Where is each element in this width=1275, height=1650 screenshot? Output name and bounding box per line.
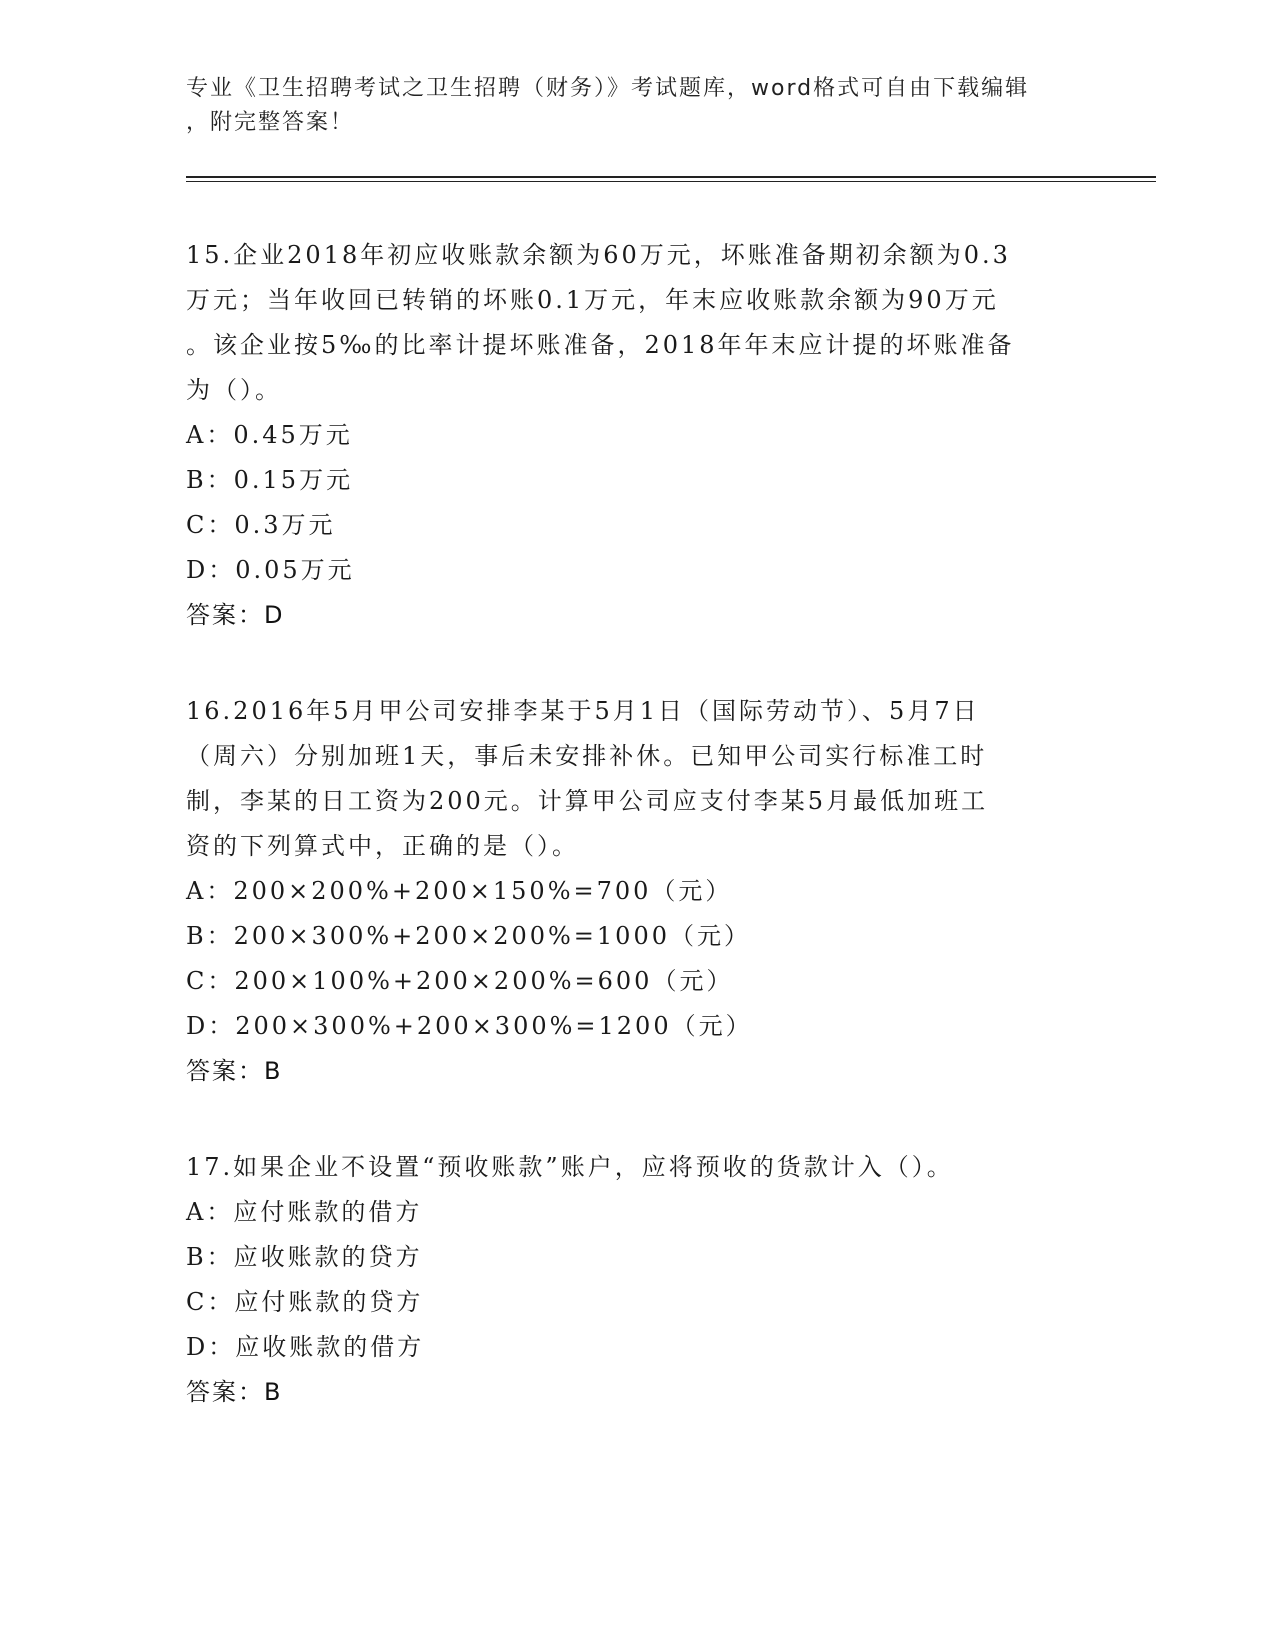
stem-line: 资的下列算式中，正确的是（）。 [186, 832, 579, 860]
question-16 [186, 689, 1086, 1094]
question-stem [186, 233, 1086, 413]
stem-line: 15.企业2018年初应收账款余额为60万元，坏账准备期初余额为0.3 [186, 241, 1011, 269]
intro-line-1: 专业《卫生招聘考试之卫生招聘（财务）》考试题库，word格式可自由下载编辑 [186, 76, 1030, 101]
answer-label: 答案：B [186, 1057, 283, 1085]
option-a: A：200×200%+200×150%=700（元） [186, 877, 733, 905]
option-c: C：200×100%+200×200%=600（元） [186, 967, 734, 995]
option-a: A：应付账款的借方 [186, 1198, 423, 1226]
stem-line: 。该企业按5‰的比率计提坏账准备，2018年年末应计提的坏账准备 [186, 331, 1015, 359]
header-divider [186, 176, 1156, 182]
question-15 [186, 233, 1086, 638]
option-d: D：应收账款的借方 [186, 1333, 425, 1361]
stem-line: 17.如果企业不设置“预收账款”账户，应将预收的货款计入（）。 [186, 1153, 954, 1181]
option-c: C：应付账款的贷方 [186, 1288, 424, 1316]
stem-line: 16.2016年5月甲公司安排李某于5月1日（国际劳动节）、5月7日 [186, 697, 980, 725]
option-b: B：200×300%+200×200%=1000（元） [186, 922, 751, 950]
answer-label: 答案：B [186, 1378, 283, 1406]
document-intro [186, 72, 1066, 140]
answer-label: 答案：D [186, 601, 285, 629]
stem-line: 制，李某的日工资为200元。计算甲公司应支付李某5月最低加班工 [186, 787, 989, 815]
option-c: C：0.3万元 [186, 511, 336, 539]
question-17 [186, 1145, 1086, 1415]
intro-line-2: ，附完整答案！ [186, 110, 355, 135]
stem-line: （周六）分别加班1天，事后未安排补休。已知甲公司实行标准工时 [186, 742, 988, 770]
option-b: B：0.15万元 [186, 466, 354, 494]
option-b: B：应收账款的贷方 [186, 1243, 423, 1271]
question-stem [186, 689, 1086, 869]
option-d: D：200×300%+200×300%=1200（元） [186, 1012, 753, 1040]
question-stem [186, 1145, 1086, 1190]
stem-line: 为（）。 [186, 376, 282, 404]
option-d: D：0.05万元 [186, 556, 355, 584]
stem-line: 万元；当年收回已转销的坏账0.1万元，年末应收账款余额为90万元 [186, 286, 999, 314]
option-a: A：0.45万元 [186, 421, 353, 449]
